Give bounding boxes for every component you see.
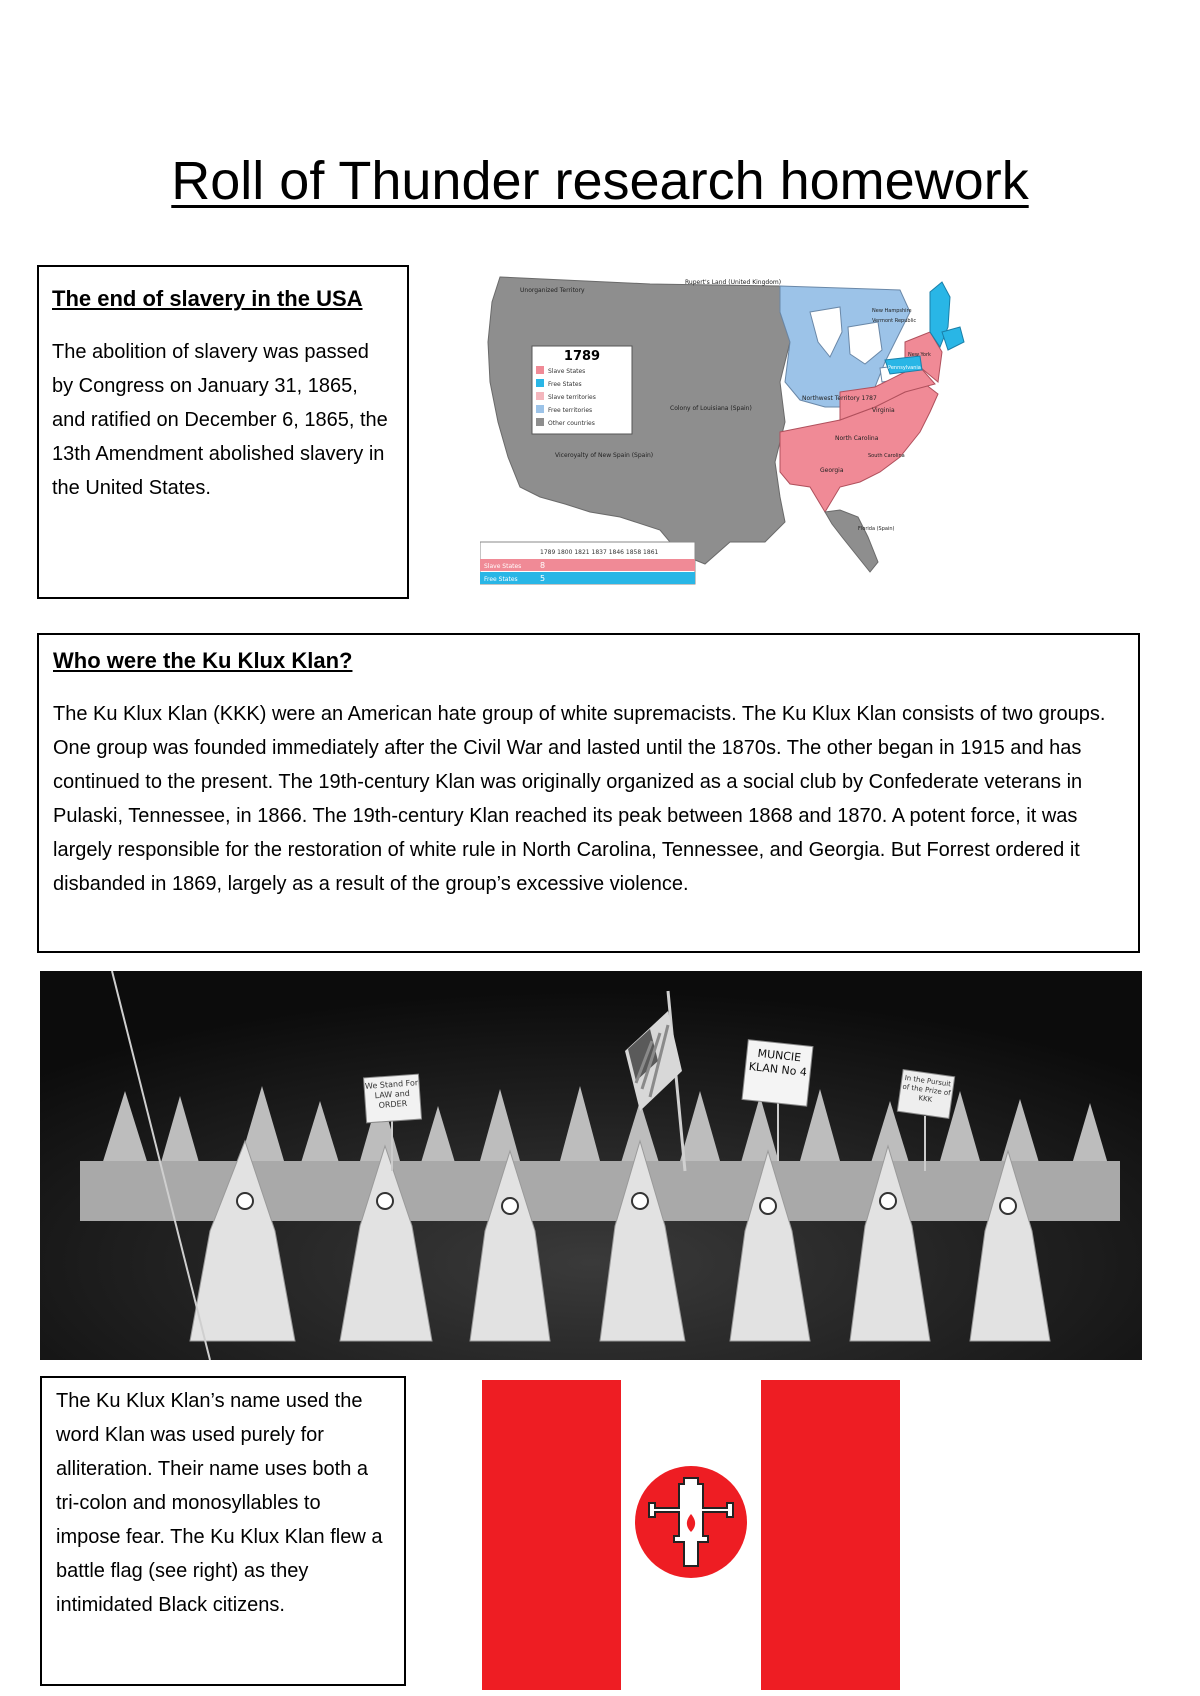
map-label-new-hampshire: New Hampshire (872, 308, 912, 314)
legend-label-free-states: Free States (548, 381, 582, 388)
slavery-heading: The end of slavery in the USA (52, 286, 363, 311)
map-timeline-years: 1789 1800 1821 1837 1846 1858 1861 (540, 549, 659, 556)
map-label-florida: Florida (Spain) (858, 526, 895, 532)
map-label-georgia: Georgia (820, 467, 844, 474)
map-label-unorganized: Unorganized Territory (520, 287, 585, 294)
legend-label-free-territories: Free territories (548, 407, 593, 414)
map-label-pennsylvania: Pennsylvania (888, 365, 921, 371)
klan-name-body: The Ku Klux Klan’s name used the word Klan was used purely for alliteration. Their name uses both a tri-colon and monosyllables to impose fear. The Ku Klux Klan flew a battle flag (see right) as they intimidated Black citizens. (56, 1390, 383, 1616)
kkk-section (37, 633, 1140, 953)
photo-sign-left-text: We Stand For LAW and ORDER (364, 1078, 419, 1110)
legend-label-other-countries: Other countries (548, 420, 595, 427)
slavery-body: The abolition of slavery was passed by Congress on January 31, 1865, and ratified on December 6, 1865, the 13th Amendment abolished slavery in the United States. (52, 341, 388, 499)
page-title: Roll of Thunder research homework (171, 151, 1029, 211)
slavery-section (37, 265, 409, 599)
map-label-virginia: Virginia (872, 407, 895, 414)
kkk-heading: Who were the Ku Klux Klan? (53, 648, 353, 673)
map-timeline (480, 542, 695, 584)
klan-name-section (40, 1376, 406, 1686)
legend-swatch-slave-territories (536, 392, 544, 400)
klan-photo-illustration (40, 971, 1142, 1360)
map-label-viceroyalty: Viceroyalty of New Spain (Spain) (555, 452, 654, 459)
map-count-label-free: Free States (484, 576, 518, 583)
map-label-vermont: Vermont Republic (872, 318, 917, 324)
map-label-louisiana: Colony of Louisiana (Spain) (670, 405, 752, 412)
map-legend-year: 1789 (563, 349, 601, 364)
map-label-south-carolina: South Carolina (868, 453, 905, 459)
slavery-map-1789 (480, 272, 1000, 587)
legend-swatch-other-countries (536, 418, 544, 426)
flag-right-stripe (761, 1380, 900, 1690)
legend-label-slave-territories: Slave territories (548, 394, 596, 401)
map-label-northwest: Northwest Territory 1787 (802, 395, 877, 402)
map-label-rupert: Rupert's Land (United Kingdom) (685, 279, 782, 286)
map-count-label-slave: Slave States (484, 563, 522, 570)
map-count-value-slave: 8 (540, 561, 546, 570)
legend-swatch-slave-states (536, 366, 544, 374)
map-label-north-carolina: North Carolina (835, 435, 879, 442)
flag-left-stripe (482, 1380, 621, 1690)
legend-swatch-free-territories (536, 405, 544, 413)
klan-battle-flag (482, 1380, 900, 1690)
legend-label-slave-states: Slave States (548, 368, 586, 375)
map-legend (532, 346, 632, 434)
map-count-value-free: 5 (540, 574, 546, 583)
klan-photo (40, 971, 1142, 1360)
photo-sign-right-text: In the Pursuit of the Prize of KKK (901, 1073, 952, 1104)
photo-sign-center-text: MUNCIE KLAN No 4 (748, 1046, 808, 1079)
map-label-new-york: New York (908, 352, 931, 358)
kkk-body: The Ku Klux Klan (KKK) were an American hate group of white supremacists. The Ku Klux Klan consists of two groups. One group was founded immediately after the Civil War and lasted until the 1870s. The other began in 1915 and has continued to the present. The 19th-century Klan was originally organized as a social club by Confederate veterans in Pulaski, Tennessee, in 1866. The 19th-century Klan reached its peak between 1868 and 1870. A potent force, it was largely responsible for the restoration of white rule in North Carolina, Tennessee, and Georgia. But Forrest ordered it disbanded in 1869, largely as a result of the group’s excessive violence. (53, 703, 1106, 895)
legend-swatch-free-states (536, 379, 544, 387)
